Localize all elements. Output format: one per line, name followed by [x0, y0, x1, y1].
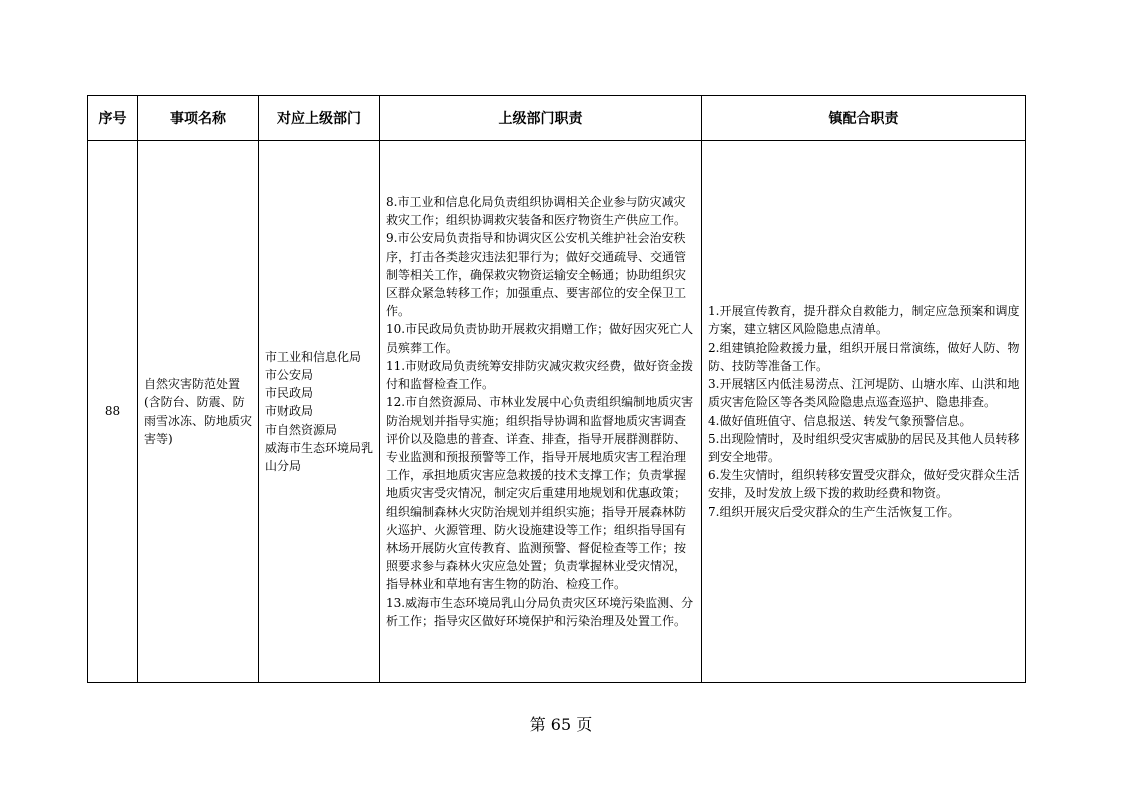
- superior-duty-item: 10.市民政局负责协助开展救灾捐赠工作；做好因灾死亡人员殡葬工作。: [386, 322, 694, 355]
- item-name-cell: [138, 141, 259, 683]
- town-duty-item: 2.组建镇抢险救援力量，组织开展日常演练，做好人防、物防、技防等准备工作。: [708, 340, 1020, 373]
- superior-dept-cell: [259, 141, 380, 683]
- superior-dept-list: [259, 348, 379, 475]
- superior-duty-list: [380, 193, 701, 630]
- superior-duty-item: 13.威海市生态环境局乳山分局负责灾区环境污染监测、分析工作；指导灾区做好环境保护和污染治理及处置工作。: [386, 595, 694, 628]
- superior-duty-item: 8.市工业和信息化局负责组织协调相关企业参与防灾减灾救灾工作；组织协调救灾装备和医疗物资生产供应工作。: [386, 195, 687, 228]
- header-no: 序号: [88, 96, 138, 141]
- superior-duty-cell: [380, 141, 702, 683]
- superior-dept: 威海市生态环境局乳山分局: [265, 440, 374, 473]
- town-duty-item: 7.组织开展灾后受灾群众的生产生活恢复工作。: [708, 504, 960, 519]
- superior-duty-item: 12.市自然资源局、市林业发展中心负责组织编制地质灾害防治规划并指导实施；组织指导协调和监督地质灾害调查评价以及隐患的普查、详查、排查，指导开展群测群防、专业监测和预报预警等工作，指导开展地质灾害工程治理工作，承担地质灾害应急救援的技术支撑工作；负责掌握地质灾害受灾情况，制定灾后重建用地规划和优惠政策；组织编制森林火灾防治规划并组织实施；指导开展森林防火巡护、火源管理、防火设施建设等工作；组织指导国有林场开展防火宣传教育、监测预警、督促检查等工作；按照要求参与森林火灾应急处置；负责掌握林业受灾情况，指导林业和草地有害生物的防治、检疫工作。: [386, 395, 694, 592]
- superior-dept: 市民政局: [265, 386, 314, 401]
- superior-dept: 市工业和信息化局: [265, 349, 362, 364]
- duty-table: [87, 95, 1026, 683]
- header-superior-duty: 上级部门职责: [380, 96, 702, 141]
- town-duty-item: 3.开展辖区内低洼易涝点、江河堤防、山塘水库、山洪和地质灾害危险区等各类风险隐患点巡查巡护、隐患排查。: [708, 377, 1020, 410]
- town-duty-item: 6.发生灾情时，组织转移安置受灾群众，做好受灾群众生活安排，及时发放上级下拨的救助经费和物资。: [708, 468, 1020, 501]
- superior-dept: 市公安局: [265, 367, 314, 382]
- header-item-name: 事项名称: [138, 96, 259, 141]
- header-town-duty: 镇配合职责: [702, 96, 1026, 141]
- header-superior-dept: 对应上级部门: [259, 96, 380, 141]
- page-number: 第 65 页: [529, 715, 593, 734]
- table-row: [88, 141, 1026, 683]
- superior-dept: 市财政局: [265, 404, 314, 419]
- superior-duty-item: 9.市公安局负责指导和协调灾区公安机关维护社会治安秩序，打击各类趁灾违法犯罪行为；做好交通疏导、交通管制等相关工作，确保救灾物资运输安全畅通；协助组织灾区群众紧急转移工作；加强重点、要害部位的安全保卫工作。: [386, 231, 687, 319]
- superior-dept: 市自然资源局: [265, 422, 338, 437]
- town-duty-item: 1.开展宣传教育，提升群众自救能力，制定应急预案和调度方案，建立辖区风险隐患点清单。: [708, 304, 1020, 337]
- town-duty-cell: [702, 141, 1026, 683]
- item-name: 自然灾害防范处置(含防台、防震、防雨雪冰冻、防地质灾害等): [144, 377, 253, 446]
- table-header-row: [88, 96, 1026, 141]
- row-no: 88: [88, 141, 138, 683]
- superior-duty-item: 11.市财政局负责统筹安排防灾减灾救灾经费，做好资金拨付和监督检查工作。: [386, 358, 694, 392]
- town-duty-item: 5.出现险情时，及时组织受灾害威胁的居民及其他人员转移到安全地带。: [708, 431, 1020, 464]
- town-duty-list: [702, 302, 1025, 520]
- town-duty-item: 4.做好值班值守、信息报送、转发气象预警信息。: [708, 413, 972, 428]
